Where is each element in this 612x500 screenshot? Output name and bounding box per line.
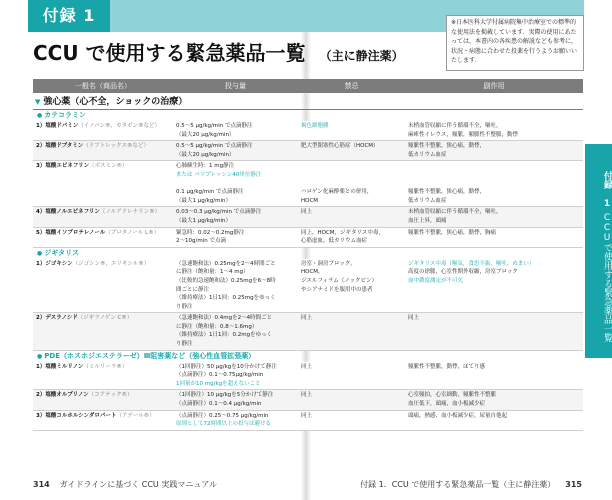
note-box: ※日本医科大学付属病院集中治療室での標準的な使用法を掲載しています．実際の使用にあたっては，本書内の各疾患の解説なども参考に，状況・病態に合わせた投薬を行うようお願いいたします． bbox=[446, 15, 584, 71]
cell-line: 頻脈性不整脈，動悸，ほてり感 bbox=[408, 363, 486, 370]
contraindication-cell bbox=[298, 411, 405, 430]
cell-line: 血圧低下，頭痛，血小板減少症 bbox=[408, 401, 486, 408]
drug-name: 5）塩酸イソプロテレノール bbox=[36, 229, 106, 236]
drug-name-cell bbox=[33, 228, 173, 247]
table-row bbox=[33, 313, 583, 350]
page-number-left: 314 bbox=[33, 480, 50, 489]
cell-line: 同上 bbox=[301, 209, 313, 216]
dose-cell bbox=[173, 362, 298, 390]
side-effect-cell bbox=[405, 141, 583, 160]
cell-line: 同上，HOCM，ジギタリス中毒， bbox=[301, 229, 384, 236]
cell-line bbox=[408, 171, 580, 180]
cell-line: 2〜10g/min で点滴 bbox=[176, 238, 226, 245]
contraindication-cell bbox=[298, 259, 405, 313]
cell-line bbox=[301, 162, 402, 171]
footer-right bbox=[360, 479, 582, 490]
dose-cell bbox=[173, 313, 298, 349]
side-tab[interactable] bbox=[585, 144, 612, 358]
cell-line: （急速飽和法）0.4mgを2〜4時間ごと bbox=[176, 315, 273, 322]
cell-line: 肥大型閉塞性心筋症（HOCM） bbox=[301, 143, 379, 150]
cell-line bbox=[408, 180, 580, 189]
cell-line: （最大20 μg/kg/min） bbox=[176, 131, 235, 138]
drug-name-cell bbox=[33, 141, 173, 160]
drug-name: 4）塩酸ノルエピネフリン bbox=[36, 209, 100, 216]
cell-line bbox=[301, 180, 402, 189]
cell-line: 0.1 μg/kg/min で点滴静注 bbox=[176, 189, 244, 196]
cell-line: 0.03〜0.3 μg/kg/min で点滴静注 bbox=[176, 209, 262, 216]
category-name: カテコラミン bbox=[44, 111, 86, 119]
drug-name-cell bbox=[33, 121, 173, 140]
drug-brand: （ドブトレックス®など） bbox=[83, 143, 150, 150]
cell-line: に静注（飽和量：0.8〜1.6mg） bbox=[176, 323, 258, 330]
drug-brand: （イノバン®，カタボン®など） bbox=[78, 123, 160, 129]
page-title-text: CCU で使用する緊急薬品一覧 bbox=[33, 41, 306, 65]
cell-line: （点滴静注）0.1〜0.75μg/kg/min bbox=[176, 372, 264, 379]
contraindication-cell bbox=[298, 141, 405, 160]
cell-line: 末梢血管収縮に伴う循環不全，嘔吐， bbox=[408, 123, 502, 129]
cell-line: り静注 bbox=[176, 303, 193, 310]
drug-name-cell bbox=[33, 411, 173, 430]
drug-brand: （アデール®） bbox=[116, 412, 155, 419]
cell-line: ハロゲン化麻酔薬との併用， bbox=[301, 189, 373, 196]
table-row bbox=[33, 161, 583, 207]
appendix-tag: 付録 1 bbox=[28, 0, 110, 32]
cell-line: 心室頻拍，心室細動，頻脈性不整脈 bbox=[408, 392, 497, 399]
cell-line: 間ごとに静注 bbox=[176, 286, 210, 293]
table-row bbox=[33, 141, 583, 161]
cell-line: （最大20 μg/kg/min） bbox=[176, 151, 235, 158]
drug-brand: （ボスミン®） bbox=[89, 163, 128, 170]
drug-name: 3）塩酸コルホルシンダロパート bbox=[36, 412, 117, 419]
column-header: 一般名（商品名） bbox=[75, 82, 131, 90]
cell-line: 原則として72時間以上の投与は避ける bbox=[176, 421, 271, 428]
side-effect-cell bbox=[405, 362, 583, 390]
cell-line: 頻脈性不整脈，狭心痛，動悸，胸痛 bbox=[408, 229, 497, 236]
side-effect-cell bbox=[405, 207, 583, 226]
drug-brand: （コアテック®） bbox=[88, 392, 133, 399]
footer-right-text: 付録 1．CCU で使用する緊急薬品一覧（主に静注薬） bbox=[360, 480, 556, 489]
drug-name: 2）塩酸ドブタミン bbox=[36, 143, 84, 150]
side-effect-cell bbox=[405, 161, 583, 206]
side-effect-cell bbox=[405, 121, 583, 140]
category-name: ジギタリス bbox=[44, 248, 80, 257]
cell-line: 0.5〜5 μg/kg/min で点滴静注 bbox=[176, 143, 253, 150]
column-header: 投与量 bbox=[225, 82, 246, 90]
drug-name: 2）塩酸オルプリノン bbox=[36, 392, 89, 399]
table-row bbox=[33, 411, 583, 431]
section-heading bbox=[33, 95, 583, 110]
cell-line: （点滴静注）0.1〜0.4 μg/kg/min bbox=[176, 401, 262, 408]
contraindication-cell bbox=[298, 228, 405, 247]
contraindication-cell bbox=[298, 161, 405, 206]
cell-line: 低カリウム血症 bbox=[408, 151, 447, 158]
drug-name: 1）塩酸ドパミン bbox=[36, 123, 79, 129]
side-effect-cell bbox=[405, 313, 583, 349]
bullet-icon: ● bbox=[37, 352, 43, 360]
contraindication-cell bbox=[298, 362, 405, 390]
cell-line: 緊急時：0.02〜0.2mg静注 bbox=[176, 229, 245, 236]
page-title bbox=[33, 37, 404, 66]
table-row bbox=[33, 207, 583, 227]
category-heading bbox=[33, 351, 583, 362]
contraindication-cell bbox=[298, 121, 405, 140]
dose-cell bbox=[173, 390, 298, 409]
cell-line: 心筋虚血，低カリウム血症 bbox=[301, 238, 367, 245]
drug-brand: （ミルリーラ®） bbox=[83, 363, 128, 370]
side-tab-text: CCUで使用する緊急薬品一覧 bbox=[602, 212, 612, 342]
drug-brand: （プロタノール L®） bbox=[105, 229, 160, 236]
drug-brand: （ジギラノゲン C®） bbox=[77, 315, 133, 322]
cell-line: （最大1 μg/kg/min） bbox=[176, 197, 231, 204]
table-row bbox=[33, 259, 583, 314]
bullet-icon: ● bbox=[37, 249, 43, 257]
footer-left bbox=[33, 479, 217, 490]
dose-cell bbox=[173, 228, 298, 247]
table-row bbox=[33, 228, 583, 248]
drug-name: 3）塩酸エピネフリン bbox=[36, 163, 90, 170]
cell-line: 高度の徐脈，心室性期外収縮，房室ブロック bbox=[408, 269, 518, 276]
dose-cell bbox=[173, 161, 298, 206]
cell-line: 1回量が10 mg/kgを超えないこと bbox=[176, 380, 261, 387]
cell-line: または バソプレッシン40単位静注 bbox=[176, 171, 262, 178]
drug-table bbox=[33, 79, 583, 431]
cell-line: HOCM， bbox=[301, 269, 324, 276]
cell-line: 房室・洞房ブロック， bbox=[301, 260, 356, 267]
cell-line: （1回静注）50 μg/kgを10分かけて静注 bbox=[176, 363, 277, 370]
drug-name-cell bbox=[33, 161, 173, 206]
cell-line bbox=[301, 171, 402, 180]
side-effect-cell bbox=[405, 390, 583, 409]
dose-cell bbox=[173, 411, 298, 430]
drug-name-cell bbox=[33, 207, 173, 226]
cell-line: ジスルフィラム（ノックビン） bbox=[301, 277, 377, 284]
cell-line: 同上 bbox=[301, 392, 313, 399]
category-name: PDE（ホスホジエステラーゼ）Ⅲ阻害薬など（強心性血管拡張薬） bbox=[44, 351, 256, 360]
dose-cell bbox=[173, 121, 298, 140]
cell-line: 褐色細胞腫 bbox=[301, 123, 329, 129]
cell-line: り静注 bbox=[176, 341, 193, 348]
side-effect-cell bbox=[405, 228, 583, 247]
bullet-icon: ● bbox=[37, 112, 43, 119]
cell-line: 同上 bbox=[301, 412, 313, 419]
cell-line: 末梢血管収縮に伴う循環不全，嘔吐， bbox=[408, 209, 502, 216]
triangle-icon: ▼ bbox=[35, 98, 41, 106]
page-number-right: 315 bbox=[565, 480, 582, 489]
cell-line: 同上 bbox=[301, 363, 313, 370]
cell-line: 0.5〜5 μg/kg/min で点滴静注 bbox=[176, 123, 253, 129]
contraindication-cell bbox=[298, 313, 405, 349]
cell-line: 頻脈性不整脈，狭心痛，動悸， bbox=[408, 143, 486, 150]
cell-line: 同上 bbox=[408, 315, 420, 322]
drug-name-cell bbox=[33, 362, 173, 390]
table-row bbox=[33, 362, 583, 391]
column-header: 副作用 bbox=[483, 82, 505, 90]
cell-line: （維持療法）1日1回：0.25mgをゆっく bbox=[176, 295, 276, 302]
drug-name: 1）塩酸ミルリノン bbox=[36, 363, 84, 370]
cell-line: 頭痛，熱感，血小板減少症，尿量自他起 bbox=[408, 412, 508, 419]
contraindication-cell bbox=[298, 390, 405, 409]
cell-line: に静注（飽和量：1〜4 mg） bbox=[176, 269, 249, 276]
cell-line: （最大1 μg/kg/min） bbox=[176, 217, 231, 224]
footer-left-text: ガイドラインに基づく CCU 実践マニュアル bbox=[59, 480, 218, 489]
cell-line: （1回静注）10 μg/kgを5分かけて静注 bbox=[176, 392, 274, 399]
drug-name-cell bbox=[33, 259, 173, 313]
cell-line: ジギタリス中毒（嘔気，食思不振，嘔吐，めまい） bbox=[408, 260, 535, 267]
cell-line: （比較的急速飽和法）0.25mgを6〜8時 bbox=[176, 277, 276, 284]
cell-line: 低カリウム血症 bbox=[408, 197, 447, 204]
table-body bbox=[33, 95, 583, 431]
cell-line: （維持療法）1日1回：0.2mgをゆっく bbox=[176, 332, 273, 339]
side-effect-cell bbox=[405, 411, 583, 430]
dose-cell bbox=[173, 207, 298, 226]
cell-line: 心肺蘇生時：1 mg静注 bbox=[176, 163, 235, 170]
drug-name-cell bbox=[33, 313, 173, 349]
drug-name: 1）ジゴキシン bbox=[36, 260, 73, 267]
cell-line bbox=[408, 162, 580, 171]
table-row bbox=[33, 121, 583, 141]
cell-line: 血圧上昇，頭痛 bbox=[408, 217, 447, 224]
cell-line: HOCM bbox=[301, 197, 319, 204]
cell-line: 血中濃度測定が不可欠 bbox=[408, 277, 464, 284]
category-heading bbox=[33, 110, 583, 121]
dose-cell bbox=[173, 259, 298, 313]
cell-line: （点滴静注）0.25〜0.75 μg/kg/min bbox=[176, 412, 269, 419]
category-heading bbox=[33, 248, 583, 259]
cell-line bbox=[176, 180, 295, 189]
table-row bbox=[33, 390, 583, 410]
page-subtitle: （主に静注薬） bbox=[319, 49, 404, 63]
contraindication-cell bbox=[298, 207, 405, 226]
section-title: 強心薬（心不全，ショックの治療） bbox=[43, 97, 188, 107]
drug-brand: （ジゴシン®，エリキシル®） bbox=[72, 260, 150, 267]
cell-line: （急速飽和法）0.25mgを2〜4時間ごと bbox=[176, 260, 276, 267]
cell-line: 同上 bbox=[301, 315, 313, 322]
drug-name: 2）デスラノシド bbox=[36, 315, 78, 322]
cell-line: 麻痺性イレウス，頻脈，頻脈性不整脈，動悸 bbox=[408, 131, 519, 138]
side-tab-title: 付録 1 bbox=[602, 170, 612, 209]
dose-cell bbox=[173, 141, 298, 160]
side-effect-cell bbox=[405, 259, 583, 313]
drug-name-cell bbox=[33, 390, 173, 409]
drug-brand: （ノルアドレナリン®） bbox=[99, 209, 161, 216]
table-header bbox=[33, 79, 583, 93]
cell-line: やシアナミドを服用中の患者 bbox=[301, 286, 373, 293]
cell-line: 頻脈性不整脈，狭心痛，動悸， bbox=[408, 189, 486, 196]
column-header: 禁忌 bbox=[344, 82, 359, 90]
